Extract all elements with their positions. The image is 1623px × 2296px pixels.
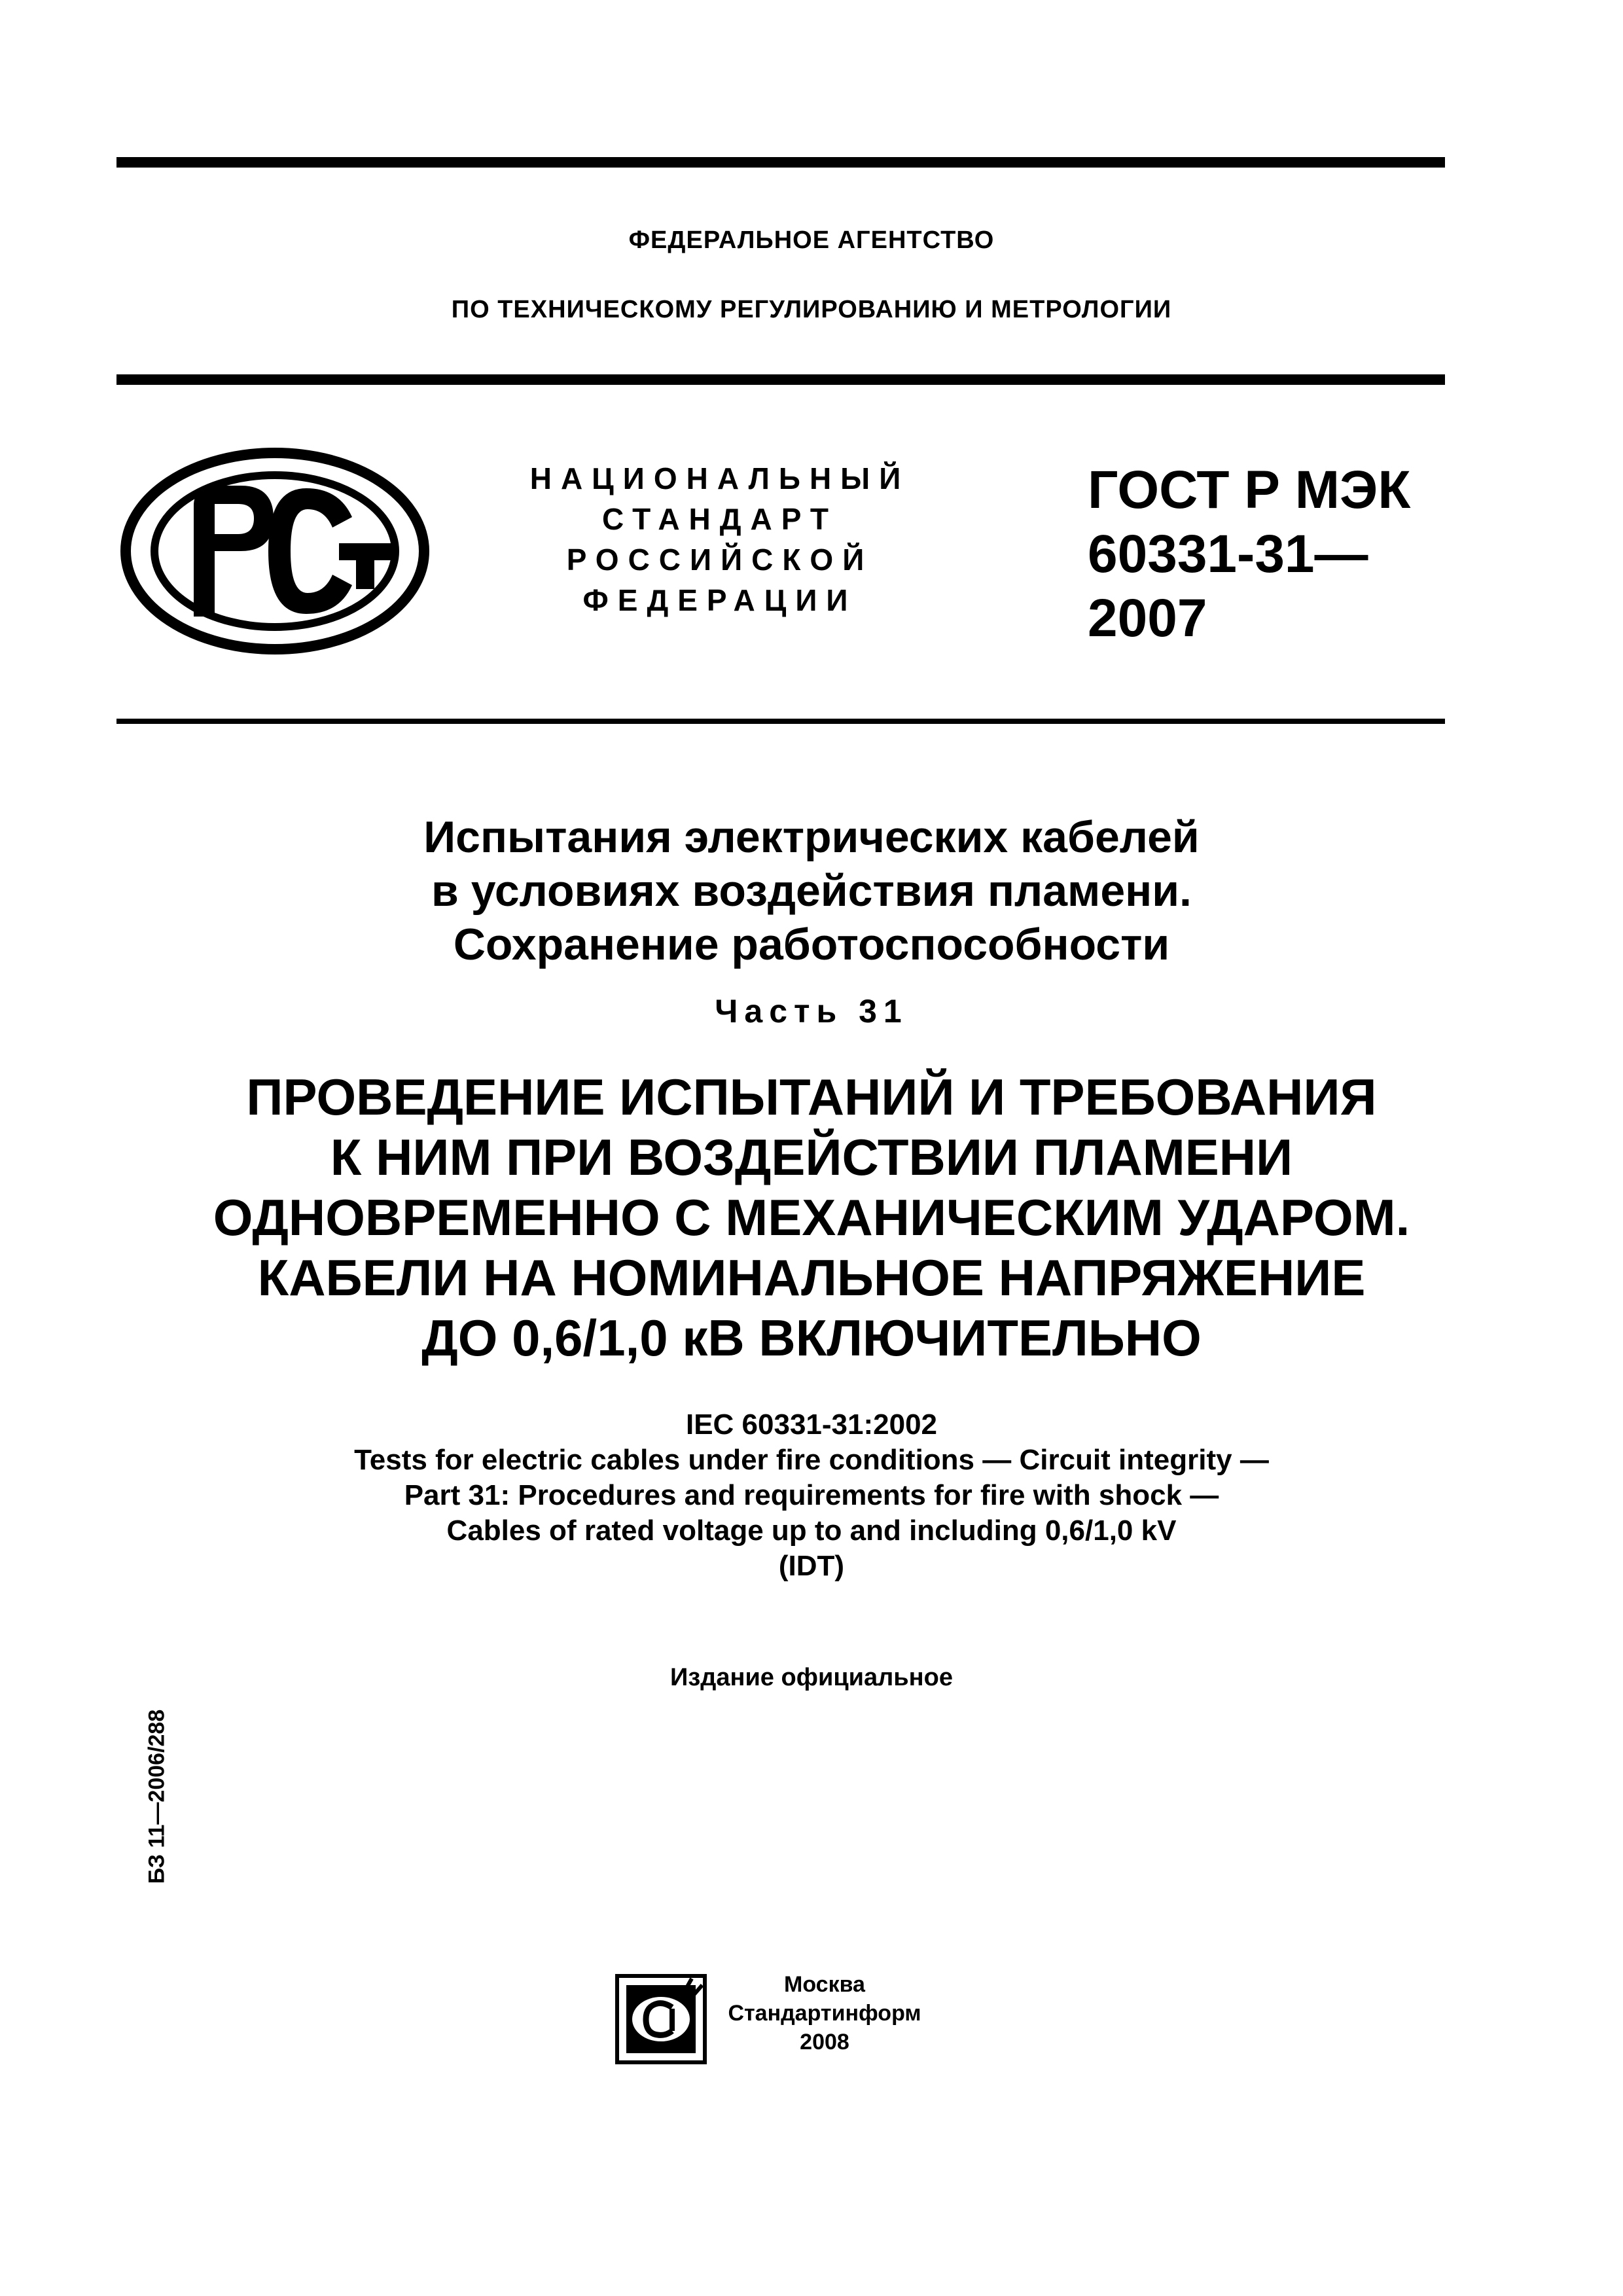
iec-line: Part 31: Procedures and requirements for fire with shock — (404, 1479, 1219, 1511)
title-caps (0, 1067, 1623, 1368)
title-caps-line: ДО 0,6/1,0 кВ ВКЛЮЧИТЕЛЬНО (421, 1309, 1202, 1367)
national-standard-line: СТАНДАРТ (602, 502, 838, 536)
part-number: Часть 31 (715, 993, 908, 1030)
side-code: БЗ 11—2006/288 (144, 1709, 169, 1884)
standard-designation (1088, 458, 1410, 651)
publisher (726, 1970, 923, 2056)
publisher-city: Москва (784, 1972, 865, 1997)
national-standard-label (497, 458, 942, 620)
national-standard-line: ФЕДЕРАЦИИ (582, 583, 857, 617)
rst-logo-icon (116, 445, 433, 657)
iec-line: IEC 60331-31:2002 (685, 1408, 938, 1441)
iec-line: (IDT) (778, 1550, 845, 1582)
publisher-name: Стандартинформ (728, 2001, 921, 2026)
title-caps-line: ОДНОВРЕМЕННО С МЕХАНИЧЕСКИМ УДАРОМ. (213, 1189, 1410, 1246)
national-standard-line: РОССИЙСКОЙ (566, 543, 874, 577)
title-ru (0, 810, 1623, 971)
iec-line: Cables of rated voltage up to and including 0,6/1,0 kV (446, 1515, 1177, 1547)
designation-bottom-rule (116, 719, 1445, 724)
designation-line: 60331-31— (1088, 524, 1368, 584)
header-bottom-rule (116, 374, 1445, 385)
designation-line: ГОСТ Р МЭК (1088, 460, 1411, 520)
iec-reference (0, 1407, 1623, 1584)
title-ru-line: Испытания электрических кабелей (423, 812, 1200, 862)
publisher-year: 2008 (800, 2030, 849, 2054)
top-rule (116, 157, 1445, 168)
agency-line-2: ПО ТЕХНИЧЕСКОМУ РЕГУЛИРОВАНИЮ И МЕТРОЛОГИИ (451, 296, 1172, 323)
title-caps-line: К НИМ ПРИ ВОЗДЕЙСТВИИ ПЛАМЕНИ (330, 1128, 1293, 1186)
national-standard-line: НАЦИОНАЛЬНЫЙ (529, 461, 910, 495)
title-ru-line: в условиях воздействия пламени. (431, 866, 1192, 916)
agency-line-1: ФЕДЕРАЛЬНОЕ АГЕНТСТВО (628, 226, 995, 254)
title-caps-line: ПРОВЕДЕНИЕ ИСПЫТАНИЙ И ТРЕБОВАНИЯ (246, 1068, 1377, 1126)
title-caps-line: КАБЕЛИ НА НОМИНАЛЬНОЕ НАПРЯЖЕНИЕ (257, 1249, 1366, 1306)
edition-label: Издание официальное (670, 1664, 953, 1691)
iec-line: Tests for electric cables under fire conditions — Circuit integrity — (354, 1444, 1269, 1476)
designation-line: 2007 (1088, 588, 1207, 648)
standartinform-logo-icon (612, 1973, 710, 2065)
title-ru-line: Сохранение работоспособности (453, 920, 1170, 969)
